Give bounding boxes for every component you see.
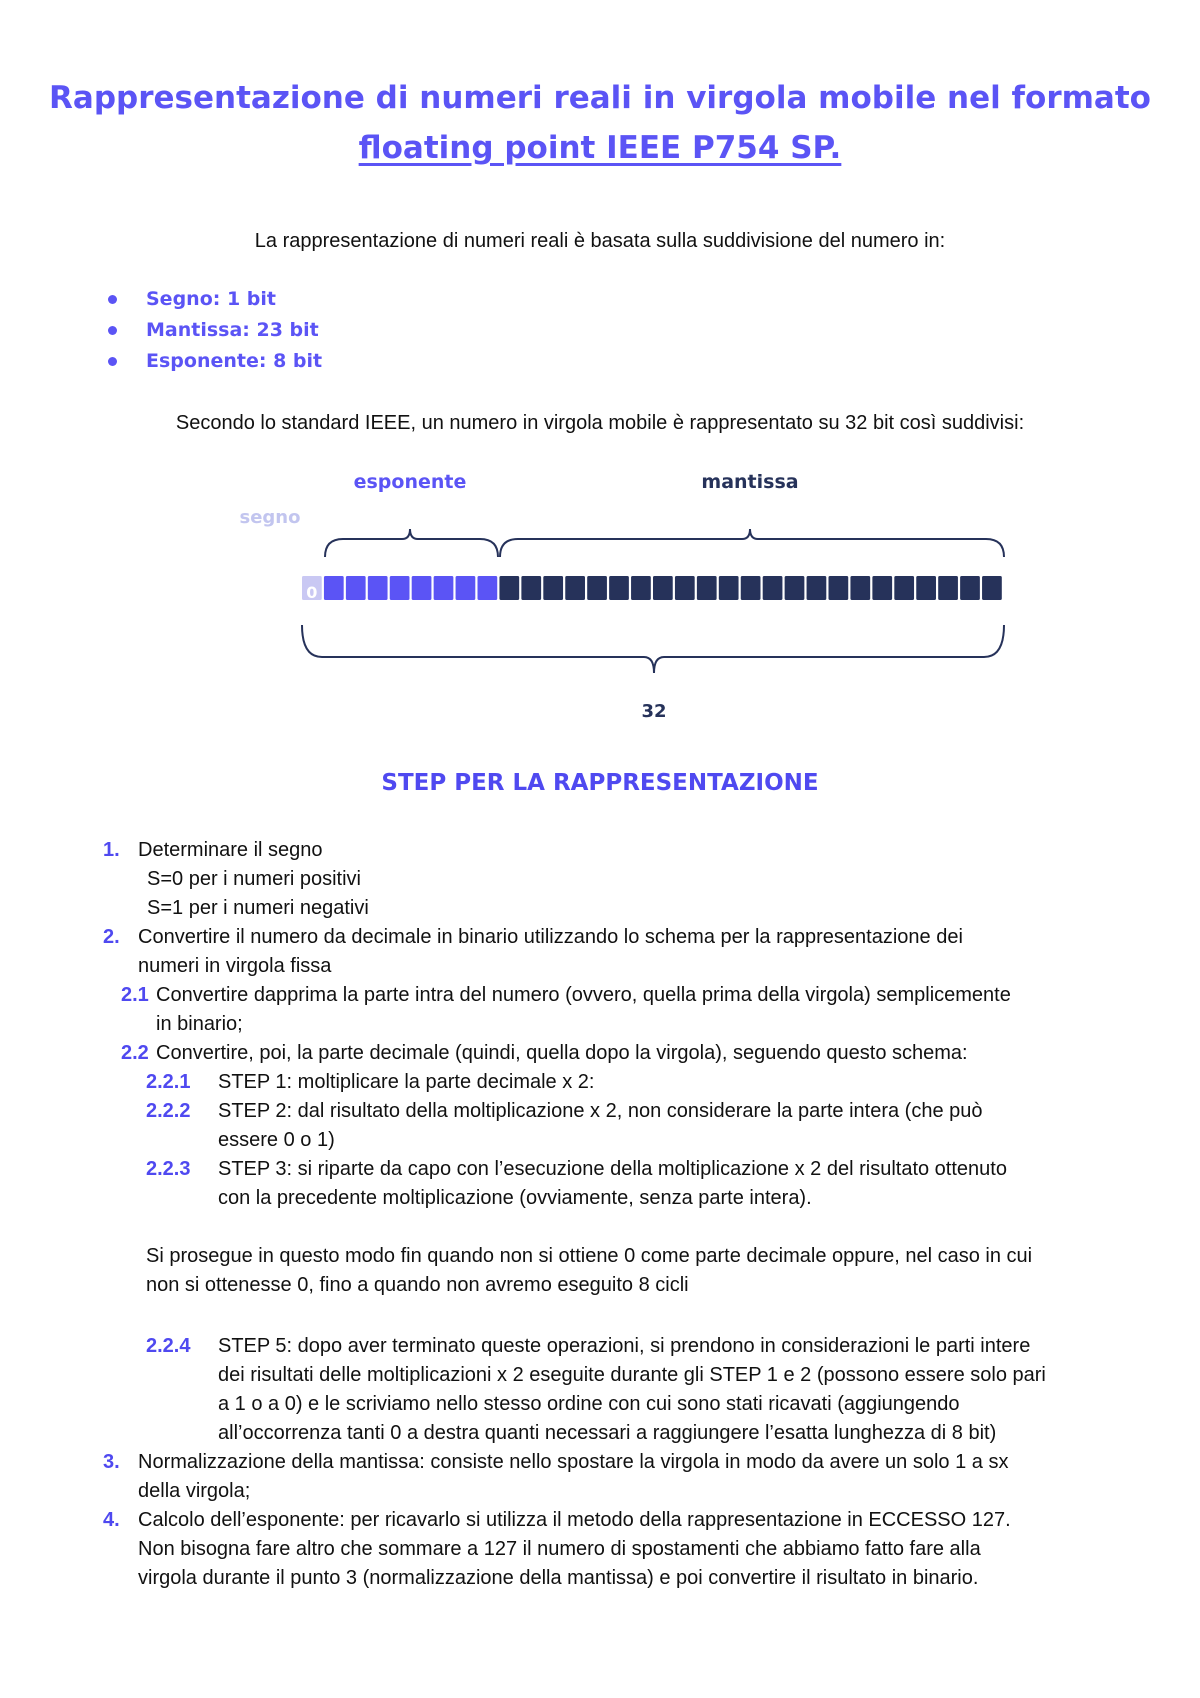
step-text: Determinare il segno [138,839,323,861]
step-number: 2.2.4 [146,1335,191,1357]
step-text: Convertire dapprima la parte intra del numero (ovvero, quella prima della virgola) semplicemente [156,984,1011,1006]
mantissa-bit-cell [521,576,541,600]
step-number: 2. [103,926,120,948]
list-item-sign [108,284,322,315]
step-text: STEP 3: si riparte da capo con l’esecuzione della moltiplicazione x 2 del risultato ottenuto [218,1158,1007,1180]
note-text: non si ottenesse 0, fino a quando non avremo eseguito 8 cicli [146,1274,689,1296]
mantissa-bit-cell [763,576,783,600]
mantissa-bit-cell [719,576,739,600]
exponent-bit-cell [412,576,432,600]
step-number: 4. [103,1509,120,1531]
sign-label: segno [239,507,301,528]
exponent-label: esponente [353,471,467,493]
mantissa-bit-cell [653,576,673,600]
mantissa-bit-cell [543,576,563,600]
step-text: dei risultati delle moltiplicazioni x 2 eseguite durante gli STEP 1 e 2 (possono essere solo pari [218,1364,1046,1386]
steps-heading: STEP PER LA RAPPRESENTAZIONE [381,770,819,796]
step-text: STEP 5: dopo aver terminato queste operazioni, si prendono in considerazioni le parti intere [218,1335,1031,1357]
note-text: Si prosegue in questo modo fin quando non si ottiene 0 come parte decimale oppure, nel caso in cui [146,1245,1033,1267]
step-text: Normalizzazione della mantissa: consiste nello spostare la virgola in modo da avere un solo 1 a sx [138,1451,1009,1473]
mantissa-bit-cell [631,576,651,600]
step-text: all’occorrenza tanti 0 a destra quanti necessari a raggiungere l’esatta lunghezza di 8 bit) [218,1422,997,1444]
exponent-bit-cell [456,576,476,600]
step-text: essere 0 o 1) [218,1129,335,1151]
step-subtext: S=0 per i numeri positivi [147,868,361,890]
step-text: in binario; [156,1013,243,1035]
exponent-brace [325,529,498,557]
step-number: 2.2.1 [146,1071,191,1093]
list-item-mantissa [108,315,322,346]
ieee754-bit-layout-diagram [0,455,1200,735]
bullet-icon [108,326,117,335]
page-title-line-2: floating point IEEE P754 SP. [358,130,842,166]
mantissa-bit-cell [960,576,980,600]
mantissa-label: mantissa [701,471,799,493]
mantissa-bit-cell [697,576,717,600]
list-item-exponent [108,346,322,377]
mantissa-bit-cell [982,576,1002,600]
step-text: della virgola; [138,1480,251,1502]
step-number: 2.1 [121,984,149,1006]
mantissa-bit-cell [938,576,958,600]
mantissa-bit-cell [894,576,914,600]
mantissa-bit-cell [609,576,629,600]
mantissa-brace [500,529,1004,557]
step-number: 2.2.2 [146,1100,191,1122]
total-brace [302,625,1004,673]
mantissa-bit-cell [916,576,936,600]
bit-label: Segno: 1 bit [146,288,276,310]
step-number: 2.2 [121,1042,149,1064]
step-text: Non bisogna fare altro che sommare a 127 il numero di spostamenti che abbiamo fatto fare alla [138,1538,981,1560]
exponent-bit-cell [368,576,388,600]
mantissa-bit-cell [587,576,607,600]
step-number: 1. [103,839,120,861]
mantissa-bit-cell [872,576,892,600]
bullet-icon [108,295,117,304]
step-text: Convertire il numero da decimale in binario utilizzando lo schema per la rappresentazione dei [138,926,963,948]
intro-paragraph: La rappresentazione di numeri reali è basata sulla suddivisione del numero in: [254,230,946,252]
mantissa-bit-cell [807,576,827,600]
mantissa-bit-cell [499,576,519,600]
mantissa-bit-cell [785,576,805,600]
bullet-icon [108,357,117,366]
step-text: con la precedente moltiplicazione (ovviamente, senza parte intera). [218,1187,812,1209]
standard-description: Secondo lo standard IEEE, un numero in virgola mobile è rappresentato su 32 bit così suddivisi: [175,412,1025,434]
mantissa-bit-cell [565,576,585,600]
exponent-bit-cell [390,576,410,600]
total-bits-label: 32 [641,701,667,722]
exponent-bit-cell [346,576,366,600]
step-text: a 1 o a 0) e le scriviamo nello stesso ordine con cui sono stati ricavati (aggiungendo [218,1393,960,1415]
step-text: STEP 1: moltiplicare la parte decimale x 2: [218,1071,595,1093]
step-number: 3. [103,1451,120,1473]
bit-label: Mantissa: 23 bit [146,319,319,341]
step-text: virgola durante il punto 3 (normalizzazione della mantissa) e poi convertire il risultato in binario. [138,1567,979,1589]
step-text: STEP 2: dal risultato della moltiplicazione x 2, non considerare la parte intera (che può [218,1100,983,1122]
bit-cells [302,576,1002,600]
mantissa-bit-cell [741,576,761,600]
mantissa-bit-cell [850,576,870,600]
mantissa-bit-cell [829,576,849,600]
bit-label: Esponente: 8 bit [146,350,323,372]
exponent-bit-cell [324,576,344,600]
step-subtext: S=1 per i numeri negativi [147,897,369,919]
page-title-line-1: Rappresentazione di numeri reali in virgola mobile nel formato [49,80,1151,116]
step-number: 2.2.3 [146,1158,191,1180]
step-text: Convertire, poi, la parte decimale (quindi, quella dopo la virgola), seguendo questo schema: [156,1042,968,1064]
sign-bit-value: 0 [306,583,318,602]
exponent-bit-cell [478,576,498,600]
step-text: Calcolo dell’esponente: per ricavarlo si utilizza il metodo della rappresentazione in ECCESSO 127. [138,1509,1011,1531]
step-text: numeri in virgola fissa [138,955,332,977]
mantissa-bit-cell [675,576,695,600]
exponent-bit-cell [434,576,454,600]
bit-breakdown-list [108,284,322,377]
